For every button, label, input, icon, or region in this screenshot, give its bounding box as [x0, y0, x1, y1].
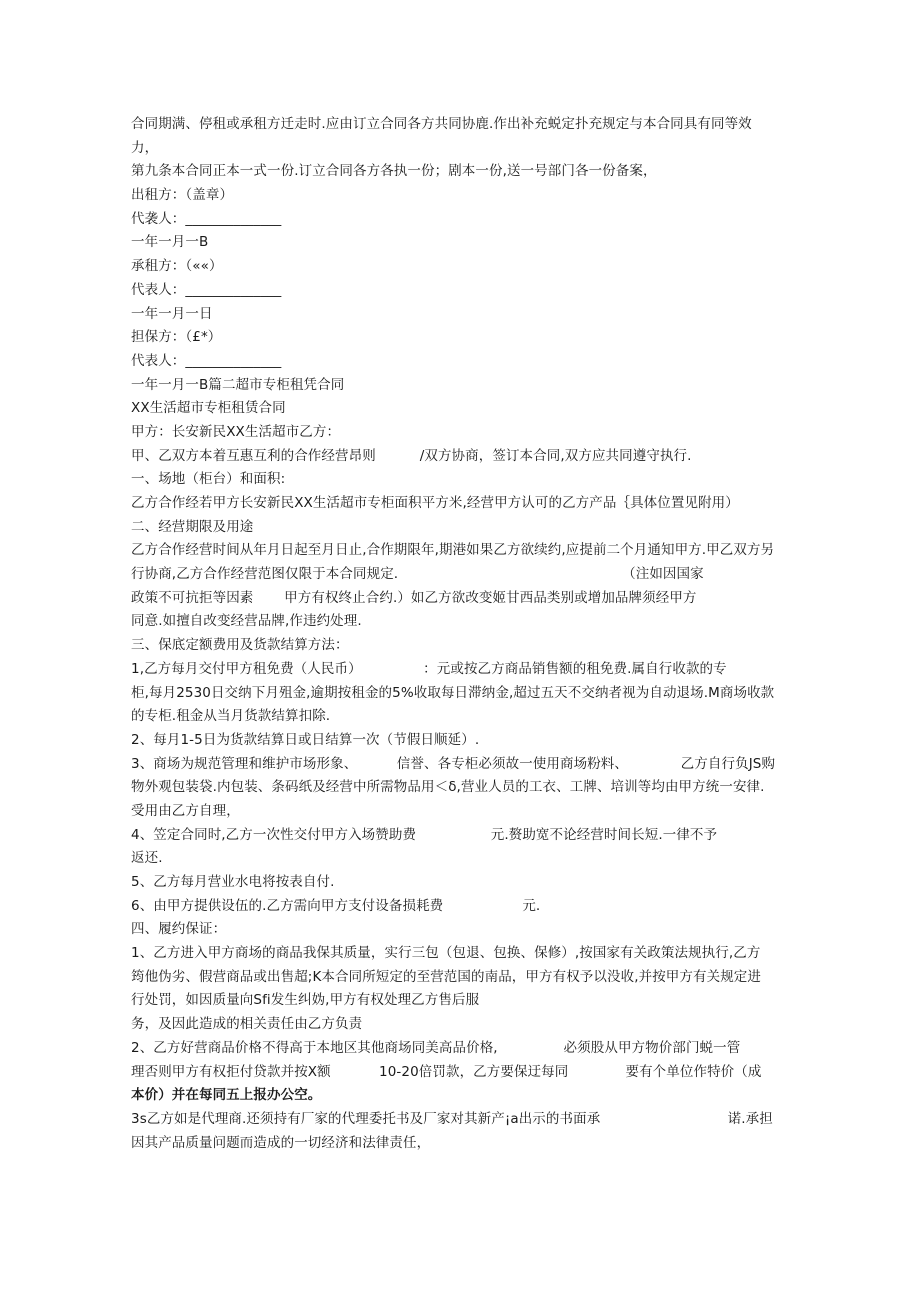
text-line: 6、由甲方提供设伍的.乙方需向甲方支付设备损耗费 元.	[131, 897, 541, 914]
text-line: 行处罚，如因质量向Sfi发生纠妫,甲方有权处理乙方售后服	[131, 992, 480, 1009]
text-line: 一、场地（柜台）和面积:	[131, 471, 286, 488]
text-line: 力，	[131, 139, 159, 156]
text-line: 乙方合作经若甲方长安新民XX生活超市专柜面积平方米,经营甲方认可的乙方产品｛具体位置见附用）	[131, 495, 739, 511]
text-line: XX生活超市专柜租赁合同	[131, 400, 286, 417]
text-line: 四、履约保证：	[131, 921, 227, 938]
text-line: 代袭人：______________	[131, 210, 282, 227]
text-line: 务，及因此造成的相关责任由乙方负责	[131, 1016, 363, 1033]
text-line: 甲方：长安新民XX生活超市乙方：	[131, 423, 341, 440]
text-line: 5、乙方每月营业水电将按表自付.	[131, 874, 335, 890]
text-line: 合同期满、停租或承租方迁走时.应由订立合同各方共同协鹿.作出补充蜕定扑充规定与本合同具有同等效	[131, 116, 752, 132]
text-line: 物外观包装袋.内包装、条码纸及经营中所需物品用＜δ,营业人员的工衣、工牌、培训等均由甲方统一安律.	[131, 779, 765, 796]
text-line: 一年一月一B篇二超市专柜租凭合同	[131, 376, 345, 393]
text-line: 3s乙方如是代理商.还须持有厂家的代理委托书及厂家对其新产¡a出示的书面承 诺.承担	[131, 1110, 773, 1127]
text-line: 出租方：（盖章）	[131, 187, 234, 204]
text-line: 同意.如擅自改变经营品牌,作违约处理.	[131, 613, 362, 630]
text-line: 二、经营期限及用途	[131, 518, 254, 535]
text-line: 本价）并在每同五上报办公空。	[131, 1087, 322, 1104]
text-line: 筠他伪劣、假营商品或出售超;K本合同所短定的至营范国的南品，甲方有权予以没收,并按甲方有关规定进	[131, 968, 761, 985]
text-line: 1,乙方每月交付甲方租免费（人民币） ：元或按乙方商品销售额的租免费.属自行收款的专	[131, 660, 727, 677]
text-line: 政策不可抗拒等因素 甲方有权终止合约.）如乙方欲改变姬甘西品类别或增加品牌须经甲方	[131, 589, 697, 606]
text-line: 一年一月一B	[131, 234, 209, 251]
text-line: 受用由乙方自理，	[131, 802, 240, 819]
text-line: 担保方：（£*）	[131, 329, 222, 346]
text-line: 三、保底定额费用及货款结算方法：	[131, 637, 349, 654]
text-line: 的专柜.租金从当月货款结算扣除.	[131, 708, 331, 725]
text-line: 乙方合作经营时间从年月日起至月日止,合作期限年,期港如果乙方欲续约,应提前二个月通知甲方.甲乙双方另	[131, 542, 775, 559]
text-line: 柜,每月2530日交纳下月殂金,逾期按租金的5%收取每日滞纳金,超过五天不交纳者视为自动退场.M商场收款	[131, 684, 775, 701]
text-line: 代表人：______________	[131, 352, 282, 369]
document-body	[131, 113, 781, 1155]
text-line: 2、乙方好营商品价格不得高于本地区其他商场同美高品价格, 必须股从甲方物价部门蜕一管	[131, 1039, 741, 1056]
text-line: 承租方：（««）	[131, 258, 223, 275]
text-line: 代表人：______________	[131, 281, 282, 298]
text-line: 3、商场为规范管理和维护市场形象、 信誉、各专柜必须故一使用商场粉料、 乙方自行负JS购	[131, 755, 776, 772]
text-line: 一年一月一日	[131, 305, 213, 322]
text-line: 行协商,乙方合作经营范图仅限于本合同规定. （注如因国家	[131, 566, 704, 583]
text-line: 理否则甲方有权拒付贷款并按X额 10-20倍罚款，乙方要保迂每同 要有个单位作特价（成	[131, 1063, 762, 1080]
text-line: 甲、乙双方本着互惠互利的合作经营昂则 /双方协商，签订本合同,双方应共同遵守执行.	[131, 447, 692, 464]
text-line: 1、乙方进入甲方商场的商品我保其质量，实行三包（包退、包换、保修）,按国家有关政策法规执行,乙方	[131, 945, 761, 962]
text-line: 因其产品质量问题而造成的一切经济和法律责任，	[131, 1134, 431, 1151]
text-line: 2、每月1-5日为货款结算日或日结算一次（节假日顺延）.	[131, 731, 480, 748]
text-line: 返还.	[131, 850, 163, 867]
text-line: 4、笠定合同时,乙方一次性交付甲方入场赞助费 元.赘助宽不论经营时间长短.一律不予	[131, 826, 718, 843]
text-line: 第九条本合同正本一式一份.订立合同各方各执一份；剧本一份,送一号部门各一份备案，	[131, 163, 657, 180]
